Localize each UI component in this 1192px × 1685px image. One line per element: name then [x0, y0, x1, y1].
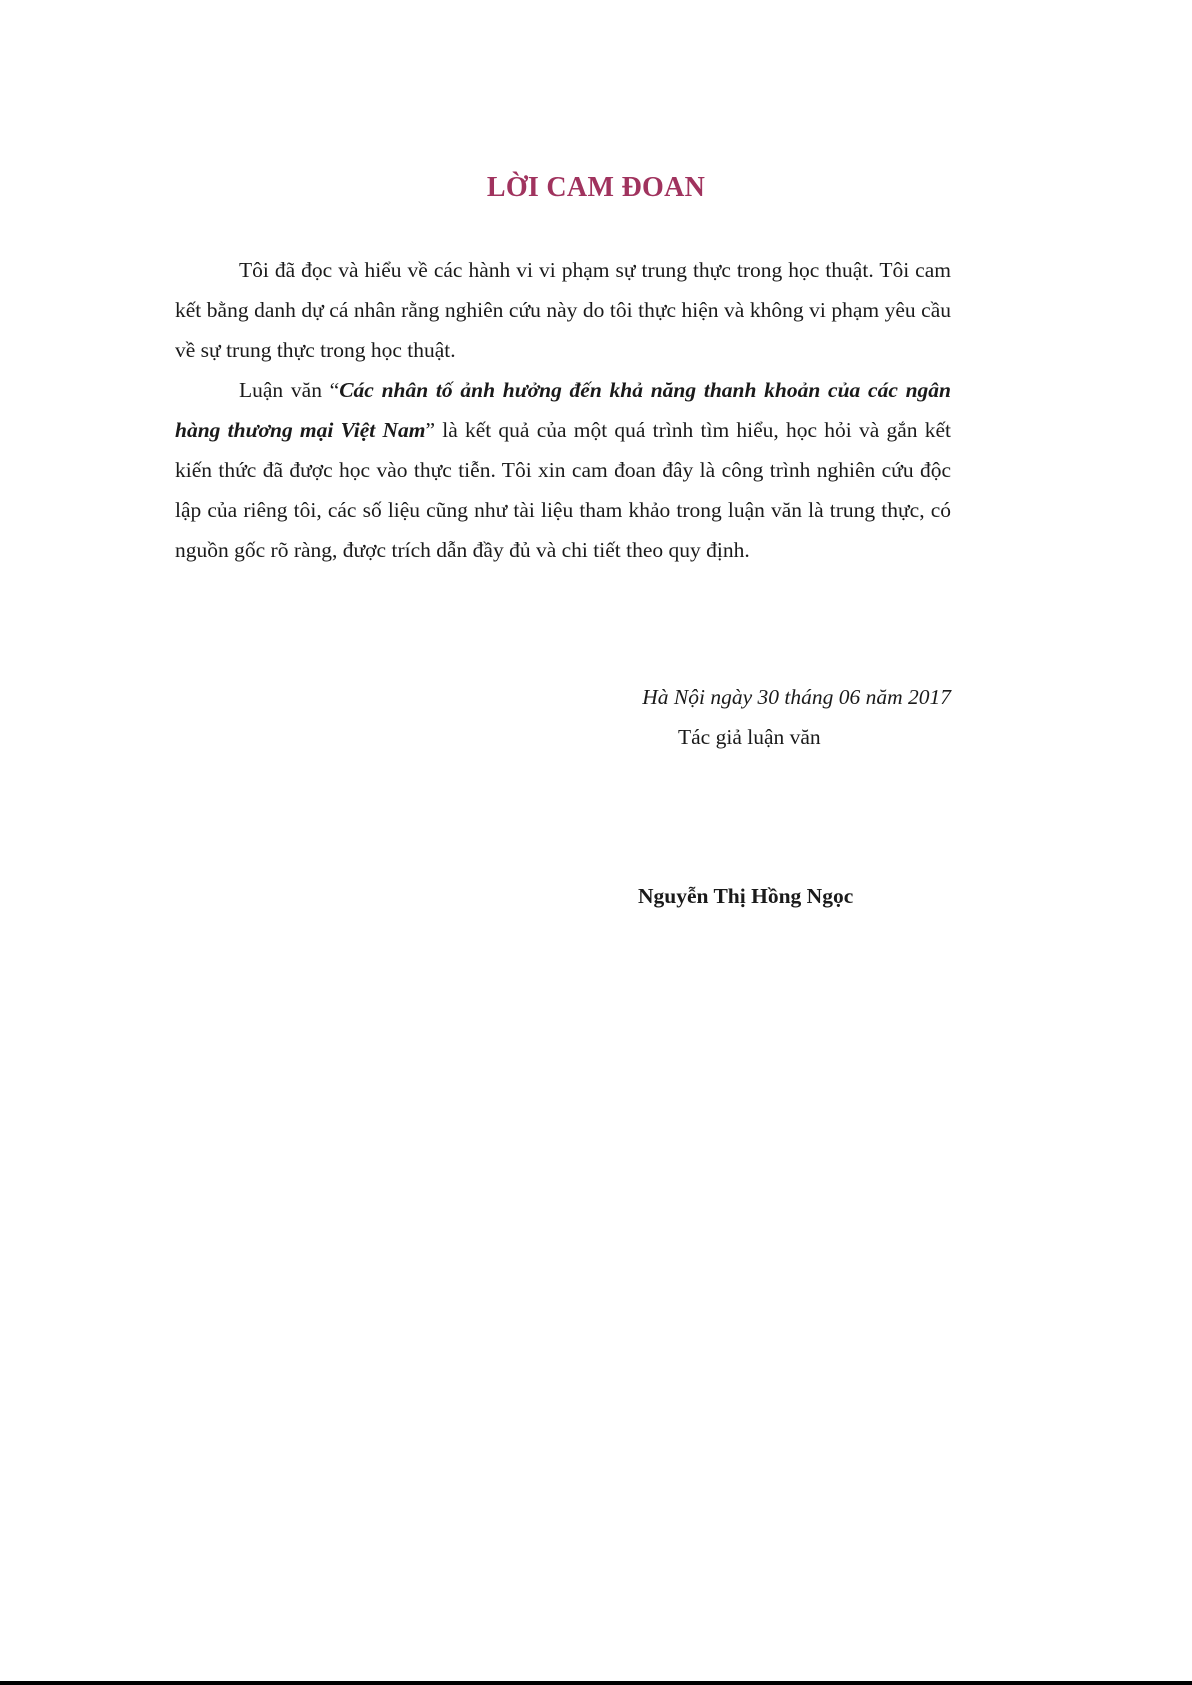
thesis-title: Các nhân tố ảnh hưởng đến khả năng thanh khoản của các ngân hàng thương mại Việt Nam [175, 378, 952, 442]
date-line: Hà Nội ngày 30 tháng 06 năm 2017 [642, 685, 951, 709]
declaration-body [175, 250, 951, 570]
paragraph-thesis-suffix: ” là kết quả của một quá trình tìm hiểu, học hỏi và gắn kết kiến thức đã được học vào thực tiễn. Tôi xin cam đoan đây là công trình nghiên cứu độc lập của riêng tôi, các số liệu cũng như tài liệu tham khảo trong luận văn là trung thực, có nguồn gốc rõ ràng, được trích dẫn đầy đủ và chi tiết theo quy định. [175, 418, 952, 562]
page-title: LỜI CAM ĐOAN [486, 172, 706, 203]
author-caption: Tác giả luận văn [678, 725, 821, 749]
paragraph-thesis [175, 370, 951, 570]
author-name: Nguyễn Thị Hồng Ngọc [638, 884, 854, 908]
paragraph-thesis-prefix: Luận văn “ [239, 378, 340, 402]
paragraph-integrity: Tôi đã đọc và hiểu về các hành vi vi phạm sự trung thực trong học thuật. Tôi cam kết bằng danh dự cá nhân rằng nghiên cứu này do tôi thực hiện và không vi phạm yêu cầu về sự trung thực trong học thuật. [175, 258, 951, 362]
bottom-border [0, 1681, 1192, 1685]
